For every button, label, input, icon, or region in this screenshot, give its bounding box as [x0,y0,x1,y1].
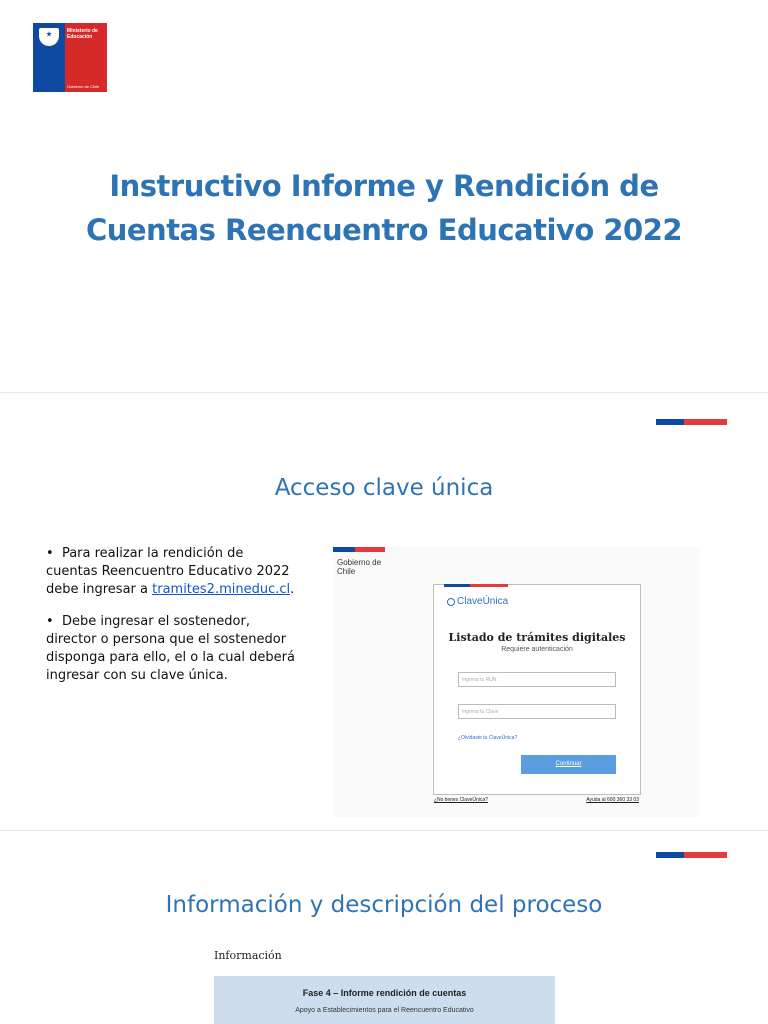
document-title [40,164,728,252]
title-line2: Cuentas Reencuentro Educativo 2022 [85,213,683,247]
instructions-list [46,545,296,699]
flag-stripe [656,852,727,858]
fase-subtitle: Apoyo a Establecimientos para el Reencuentro Educativo [295,1007,474,1014]
no-account-link[interactable]: ¿No tienes ClaveÚnica? [434,797,488,803]
flag-stripe [656,419,727,425]
slide-divider [0,830,768,831]
section-heading-access: Acceso clave única [274,475,494,501]
clave-unica-brand: ClaveÚnica [447,596,508,607]
run-input[interactable]: Ingresa tu RUN [458,672,616,687]
fase-title: Fase 4 – Informe rendición de cuentas [302,988,467,998]
logo-ministry-line1: Ministerio de [67,28,98,34]
bullet-item: • Para realizar la rendición de cuentas Reencuentro Educativo 2022 debe ingresar a tramites2.mineduc.cl. [46,546,295,597]
forgot-link[interactable]: ¿Olvidaste tu ClaveÚnica? [458,735,518,741]
gov-flag-stripe [333,547,385,552]
card-subtitle: Requiere autenticación [501,646,573,653]
slide-divider [0,392,768,393]
title-line1: Instructivo Informe y Rendición de [109,169,659,203]
clave-unica-icon [447,598,455,606]
logo-red-block [65,23,107,92]
info-label: Información [214,949,282,962]
gov-label: Gobierno de Chile [337,558,382,576]
clave-unica-screenshot [333,547,700,817]
tramites-link[interactable]: tramites2.mineduc.cl [152,582,291,597]
logo-government: Gobierno de Chile [67,84,100,89]
login-card [433,584,641,795]
coat-of-arms-icon [39,28,59,46]
bullet-item: • Debe ingresar el sostenedor, director o persona que el sostenedor disponga para ello, el o la cual deberá ingresar con su clave única. [46,614,295,683]
fase-banner [214,976,555,1024]
logo-ministry-line2: Educación [67,34,93,40]
card-title: Listado de trámites digitales [448,631,626,644]
logo-blue-block [33,23,65,92]
password-input[interactable]: Ingresa tu Clave [458,704,616,719]
ministry-logo [33,23,107,92]
help-link[interactable]: Ayuda al 600 360 33 03 [586,797,639,803]
continue-button[interactable]: Continuar [521,755,616,774]
section-heading-info: Información y descripción del proceso [165,892,603,918]
